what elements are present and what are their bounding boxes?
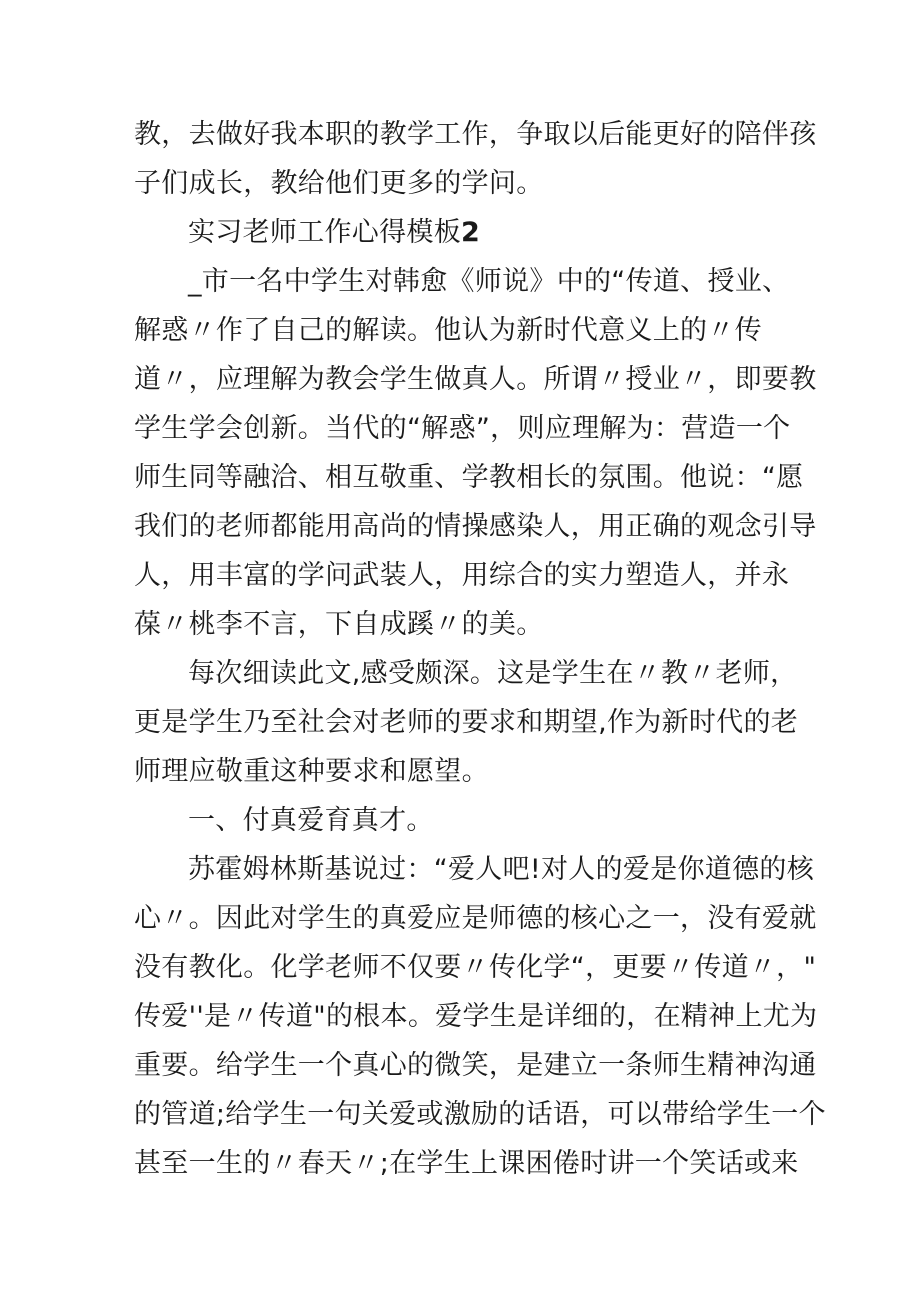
text-line: _市一名中学生对韩愈《师说》中的“传道、授业、 bbox=[188, 266, 790, 297]
text-line: 师理应敬重这种要求和愿望。 bbox=[134, 756, 489, 787]
text-line: 每次细读此文,感受颇深。这是学生在〃教〃老师， bbox=[188, 658, 798, 689]
section-heading: 实习老师工作心得模板2 bbox=[188, 217, 481, 248]
text-line: 更是学生乃至社会对老师的要求和期望,作为新时代的老 bbox=[134, 707, 799, 738]
section-number: 2 bbox=[461, 217, 481, 248]
text-line: 学生学会创新。当代的“解惑”，则应理解为：营造一个 bbox=[134, 413, 791, 444]
text-line: 的管道;给学生一句关爱或激励的话语，可以带给学生一个 bbox=[134, 1099, 826, 1130]
text-line: 心〃。因此对学生的真爱应是师德的核心之一，没有爱就 bbox=[134, 903, 817, 934]
text-line: 解惑〃作了自己的解读。他认为新时代意义上的〃传 bbox=[134, 315, 762, 346]
text-line: 葆〃桃李不言，下自成蹊〃的美。 bbox=[134, 609, 544, 640]
text-line: 教，去做好我本职的教学工作，争取以后能更好的陪伴孩 bbox=[134, 119, 817, 150]
text-line: 重要。给学生一个真心的微笑，是建立一条师生精神沟通 bbox=[134, 1050, 817, 1081]
text-line: 没有教化。化学老师不仅要〃传化学“，更要〃传道〃，" bbox=[134, 952, 817, 983]
text-line: 子们成长，教给他们更多的学问。 bbox=[134, 168, 544, 199]
text-line: 苏霍姆林斯基说过：“爱人吧!对人的爱是你道德的核 bbox=[188, 854, 815, 885]
text-line: 师生同等融洽、相互敬重、学教相长的氛围。他说：“愿 bbox=[134, 462, 804, 493]
text-line: 人，用丰富的学问武装人，用综合的实力塑造人，并永 bbox=[134, 560, 790, 591]
text-line: 传爱''是〃传道"的根本。爱学生是详细的，在精神上尤为 bbox=[134, 1001, 818, 1032]
subsection-heading: 一、付真爱育真才。 bbox=[188, 805, 434, 836]
text-line: 我们的老师都能用高尚的情操感染人，用正确的观念引导 bbox=[134, 511, 817, 542]
text-line: 道〃，应理解为教会学生做真人。所谓〃授业〃，即要教 bbox=[134, 364, 817, 395]
document-body bbox=[134, 110, 826, 1188]
text-line: 甚至一生的〃春天〃;在学生上课困倦时讲一个笑话或来 bbox=[134, 1148, 799, 1179]
